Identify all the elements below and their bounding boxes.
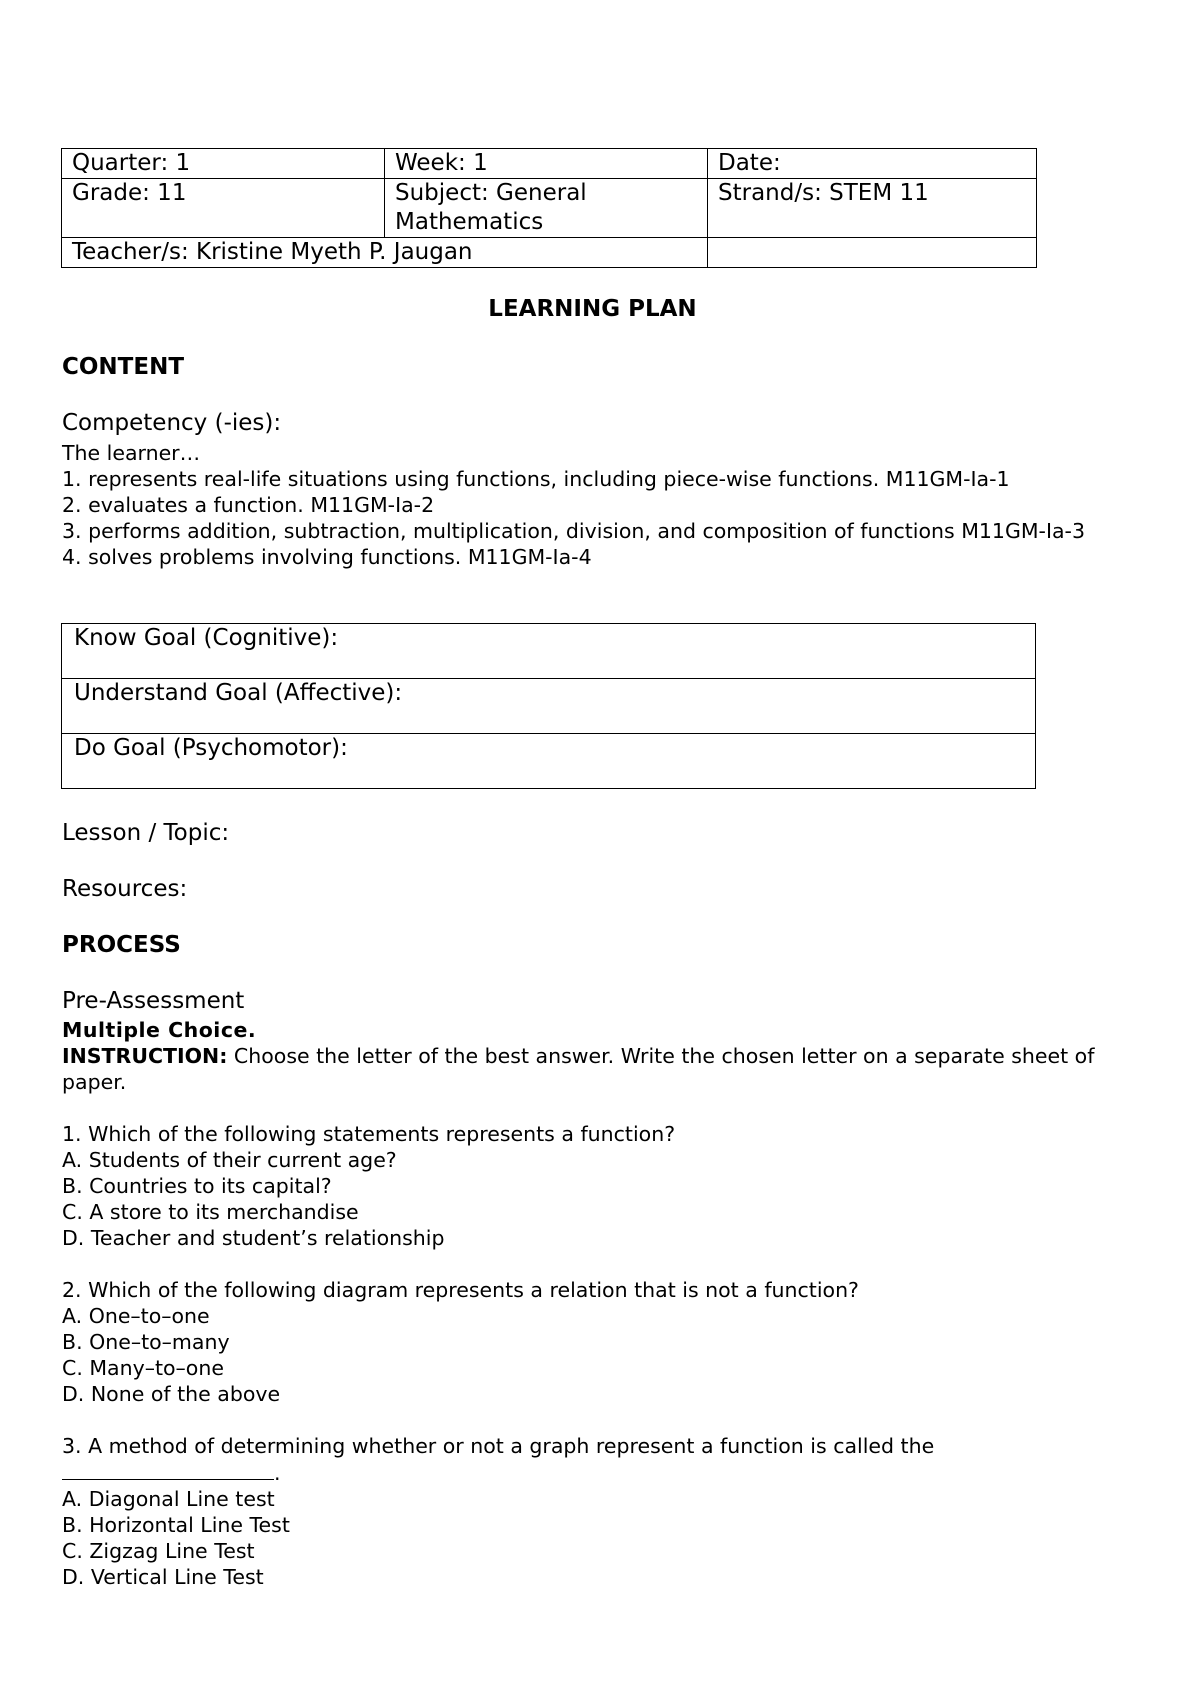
process-heading: PROCESS xyxy=(62,932,181,958)
question-text: 3. A method of determining whether or not a graph represent a function is called the xyxy=(62,1434,935,1458)
empty-cell xyxy=(708,238,1037,268)
question-2 xyxy=(62,1277,1122,1407)
subject-cell: Subject: General Mathematics xyxy=(385,179,708,238)
pre-assessment-heading: Pre-Assessment xyxy=(62,988,245,1014)
understand-goal-cell: Understand Goal (Affective): xyxy=(62,679,1036,734)
answer-option: B. One–to–many xyxy=(62,1330,230,1354)
answer-option: D. Teacher and student’s relationship xyxy=(62,1226,445,1250)
answer-option: B. Horizontal Line Test xyxy=(62,1513,290,1537)
goals-table xyxy=(61,623,1036,789)
question-3 xyxy=(62,1433,1122,1590)
question-text: 2. Which of the following diagram represents a relation that is not a function? xyxy=(62,1278,859,1302)
instruction-label: INSTRUCTION: xyxy=(62,1044,228,1068)
answer-blank xyxy=(62,1459,274,1480)
question-text: 1. Which of the following statements represents a function? xyxy=(62,1122,676,1146)
competency-item: 3. performs addition, subtraction, multiplication, division, and composition of functions M11GM-Ia-3 xyxy=(62,519,1085,543)
answer-option: D. None of the above xyxy=(62,1382,281,1406)
instruction-text: Choose the letter of the best answer. Write the chosen letter on a separate sheet of paper. xyxy=(62,1044,1095,1094)
answer-option: C. Zigzag Line Test xyxy=(62,1539,255,1563)
page-title: LEARNING PLAN xyxy=(488,296,697,322)
strand-cell: Strand/s: STEM 11 xyxy=(708,179,1037,238)
content-heading: CONTENT xyxy=(62,354,185,380)
competency-item: 4. solves problems involving functions. M11GM-Ia-4 xyxy=(62,545,592,569)
instruction-paragraph xyxy=(62,1043,1132,1095)
question-1 xyxy=(62,1121,1122,1251)
answer-blank-line xyxy=(62,1459,1122,1486)
answer-option: B. Countries to its capital? xyxy=(62,1174,332,1198)
competency-item: 2. evaluates a function. M11GM-Ia-2 xyxy=(62,493,435,517)
week-cell: Week: 1 xyxy=(385,149,708,179)
header-table xyxy=(61,148,1037,268)
answer-option: A. Students of their current age? xyxy=(62,1148,397,1172)
quarter-cell: Quarter: 1 xyxy=(62,149,385,179)
answer-option: D. Vertical Line Test xyxy=(62,1565,264,1589)
answer-option: C. Many–to–one xyxy=(62,1356,224,1380)
multiple-choice-title: Multiple Choice. xyxy=(62,1018,257,1042)
competency-item: 1. represents real-life situations using functions, including piece-wise functions. M11GM-Ia-1 xyxy=(62,467,1010,491)
competency-intro: The learner… xyxy=(62,441,201,465)
answer-option: A. Diagonal Line test xyxy=(62,1487,275,1511)
lesson-topic-label: Lesson / Topic: xyxy=(62,820,230,846)
grade-cell: Grade: 11 xyxy=(62,179,385,238)
resources-label: Resources: xyxy=(62,876,188,902)
date-cell: Date: xyxy=(708,149,1037,179)
answer-option: C. A store to its merchandise xyxy=(62,1200,359,1224)
answer-option: A. One–to–one xyxy=(62,1304,210,1328)
do-goal-cell: Do Goal (Psychomotor): xyxy=(62,734,1036,789)
know-goal-cell: Know Goal (Cognitive): xyxy=(62,624,1036,679)
question-end: . xyxy=(274,1461,281,1485)
competency-list xyxy=(62,440,1122,570)
competency-heading: Competency (-ies): xyxy=(62,410,282,436)
teacher-cell: Teacher/s: Kristine Myeth P. Jaugan xyxy=(62,238,708,268)
